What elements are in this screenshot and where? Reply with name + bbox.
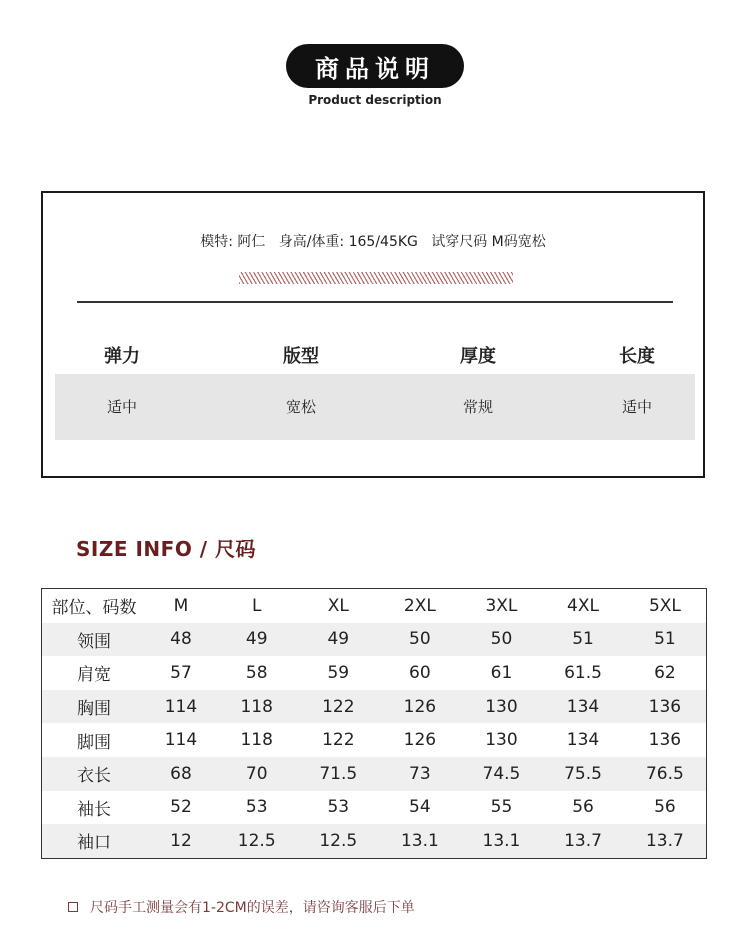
table-row <box>42 757 707 791</box>
table-cell: 12 <box>146 824 216 858</box>
table-cell: 13.1 <box>461 824 543 858</box>
checkbox-icon <box>68 902 78 912</box>
table-header-cell: 部位、码数 <box>51 598 137 619</box>
attribute-label-elasticity: 弹力 <box>104 346 140 367</box>
size-table <box>41 588 707 859</box>
table-cell: 55 <box>490 797 513 818</box>
table-cell: 56 <box>654 797 676 818</box>
table-cell: 49 <box>298 623 380 657</box>
table-cell: 122 <box>298 690 380 724</box>
table-cell: 130 <box>461 690 543 724</box>
table-cell: 50 <box>379 623 461 657</box>
size-note-text: 尺码手工测量会有1-2CM的误差，请咨询客服后下单 <box>90 900 415 916</box>
row-label-cell: 袖长 <box>77 799 111 820</box>
table-cell: 134 <box>566 730 600 751</box>
attribute-value-elasticity: 适中 <box>106 398 138 416</box>
decorative-hatch-bar <box>239 272 513 284</box>
size-note <box>68 897 415 917</box>
table-cell: 53 <box>245 797 268 818</box>
table-header-row <box>42 589 707 623</box>
table-cell: 68 <box>146 757 216 791</box>
row-label-cell: 肩宽 <box>77 665 111 686</box>
table-header-cell: 2XL <box>403 595 436 616</box>
table-cell: 12.5 <box>216 824 298 858</box>
table-cell: 74.5 <box>461 757 543 791</box>
table-cell: 134 <box>542 690 624 724</box>
table-cell: 73 <box>379 757 461 791</box>
table-header-cell: 5XL <box>648 595 681 616</box>
table-cell: 49 <box>216 623 298 657</box>
attribute-value-fit: 宽松 <box>285 398 317 416</box>
table-cell: 13.7 <box>542 824 624 858</box>
table-cell: 52 <box>170 797 192 818</box>
table-cell: 58 <box>245 662 268 683</box>
table-cell: 54 <box>409 797 431 818</box>
table-cell: 71.5 <box>298 757 380 791</box>
table-cell: 70 <box>216 757 298 791</box>
row-label-cell: 衣长 <box>42 757 147 791</box>
table-cell: 118 <box>216 690 298 724</box>
table-cell: 114 <box>164 730 198 751</box>
model-info-text: 模特: 阿仁 身高/体重: 165/45KG 试穿尺码 M码宽松 <box>200 234 546 250</box>
attribute-label-fit: 版型 <box>283 346 319 367</box>
table-row <box>42 791 707 825</box>
table-cell: 130 <box>485 730 518 751</box>
table-cell: 122 <box>322 730 355 751</box>
row-label-cell: 领围 <box>42 623 147 657</box>
attribute-label-thickness: 厚度 <box>460 346 496 367</box>
table-cell: 53 <box>327 797 350 818</box>
table-cell: 51 <box>624 623 707 657</box>
row-label-cell: 胸围 <box>42 690 147 724</box>
table-row <box>42 656 707 690</box>
divider <box>77 301 673 303</box>
page-title-badge <box>286 44 464 88</box>
table-cell: 13.1 <box>379 824 461 858</box>
model-info-panel <box>41 191 705 478</box>
table-cell: 136 <box>648 730 682 751</box>
table-header-cell: 4XL <box>567 595 599 616</box>
table-cell: 114 <box>146 690 216 724</box>
row-label-cell: 袖口 <box>42 824 147 858</box>
table-cell: 126 <box>379 690 461 724</box>
table-cell: 13.7 <box>624 824 707 858</box>
size-info-heading: SIZE INFO / 尺码 <box>76 537 257 561</box>
table-cell: 118 <box>240 730 273 751</box>
table-header-cell: L <box>251 595 262 616</box>
table-row <box>42 723 707 757</box>
attribute-value-thickness: 常规 <box>462 398 494 416</box>
page-subtitle: Product description <box>308 93 442 107</box>
table-cell: 59 <box>327 662 350 683</box>
table-cell: 75.5 <box>542 757 624 791</box>
row-label-cell: 脚围 <box>77 732 111 753</box>
table-row <box>42 824 707 858</box>
table-cell: 61.5 <box>564 662 602 683</box>
table-row <box>42 690 707 724</box>
table-row <box>42 623 707 657</box>
table-cell: 136 <box>624 690 707 724</box>
attribute-labels-row <box>55 338 695 368</box>
table-cell: 76.5 <box>624 757 707 791</box>
table-header-cell: M <box>173 595 189 616</box>
attribute-values-row <box>55 374 695 440</box>
table-header-cell: XL <box>327 595 349 616</box>
table-cell: 126 <box>403 730 437 751</box>
table-cell: 62 <box>654 662 676 683</box>
table-cell: 50 <box>461 623 543 657</box>
table-cell: 57 <box>170 662 192 683</box>
table-cell: 56 <box>572 797 594 818</box>
table-cell: 60 <box>409 662 431 683</box>
table-cell: 51 <box>542 623 624 657</box>
table-cell: 61 <box>490 662 513 683</box>
page-title: 商品说明 <box>315 54 435 83</box>
table-cell: 12.5 <box>298 824 380 858</box>
table-header-cell: 3XL <box>485 595 518 616</box>
table-cell: 48 <box>146 623 216 657</box>
attribute-value-length: 适中 <box>621 398 653 416</box>
attribute-label-length: 长度 <box>619 346 655 367</box>
